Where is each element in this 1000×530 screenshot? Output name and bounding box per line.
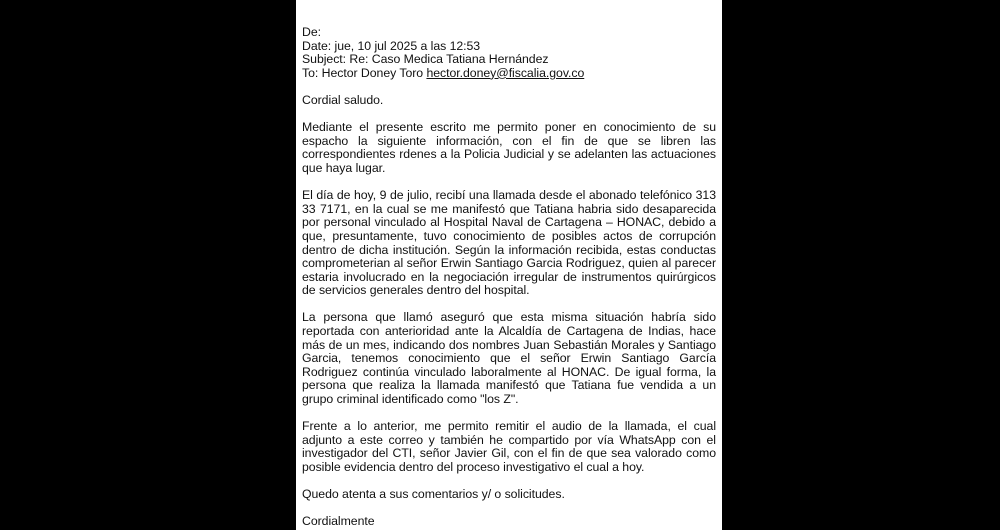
paragraph-3: La persona que llamó aseguró que esta misma situación habría sido reportada con anterioridad ante la Alcaldía de Cartagena de Indias, hace más de un mes, indicando dos nombres Juan Sebastián Morales y Santiago Garcia, tenemos conocimiento que el señor Erwin Santiago García Rodriguez continúa vinculado laboralmente al HONAC. De igual forma, la persona que realiza la llamada manifestó que Tatiana fue vendida a un grupo criminal identificado como "los Z".	[302, 310, 716, 407]
closing-line: Quedo atenta a sus comentarios y/ o solicitudes.	[302, 487, 565, 502]
to-recipient: To: Hector Doney Toro	[302, 65, 427, 80]
greeting: Cordial saludo.	[302, 92, 384, 107]
signoff: Cordialmente	[302, 514, 375, 529]
email-document	[302, 26, 716, 529]
email-header	[302, 26, 716, 80]
subject-line: Subject: Re: Caso Medica Tatiana Hernández	[302, 52, 549, 67]
paragraph-1: Mediante el presente escrito me permito poner en conocimiento de su espacho la siguiente información, con el fin de que se libren las correspondientes rdenes a la Policia Judicial y se adelanten las actuaciones que haya lugar.	[302, 120, 716, 175]
date-line: Date: jue, 10 jul 2025 a las 12:53	[302, 38, 481, 53]
paragraph-4: Frente a lo anterior, me permito remitir el audio de la llamada, el cual adjunto a este correo y también he compartido por vía WhatsApp con el investigador del CTI, señor Javier Gil, con el fin de que sea valorado como posible evidencia dentro del proceso investigativo el cual a hoy.	[302, 419, 716, 474]
document-page	[296, 0, 722, 530]
from-line: De:	[302, 25, 321, 39]
recipient-email-link[interactable]: hector.doney@fiscalia.gov.co	[426, 65, 585, 80]
paragraph-2: El día de hoy, 9 de julio, recibí una llamada desde el abonado telefónico 313 33 7171, en la cual se me manifestó que Tatiana habria sido desaparecida por personal vinculado al Hospital Naval de Cartagena – HONAC, debido a que, presuntamente, tuvo conocimiento de posibles actos de corrupción dentro de dicha institución. Según la información recibida, estas conductas comprometerian al señor Erwin Santiago Garcia Rodriguez, quien al parecer estaria involucrado en la negociación irregular de instrumentos quirúrgicos de servicios generales dentro del hospital.	[302, 188, 716, 298]
to-line	[302, 67, 716, 81]
